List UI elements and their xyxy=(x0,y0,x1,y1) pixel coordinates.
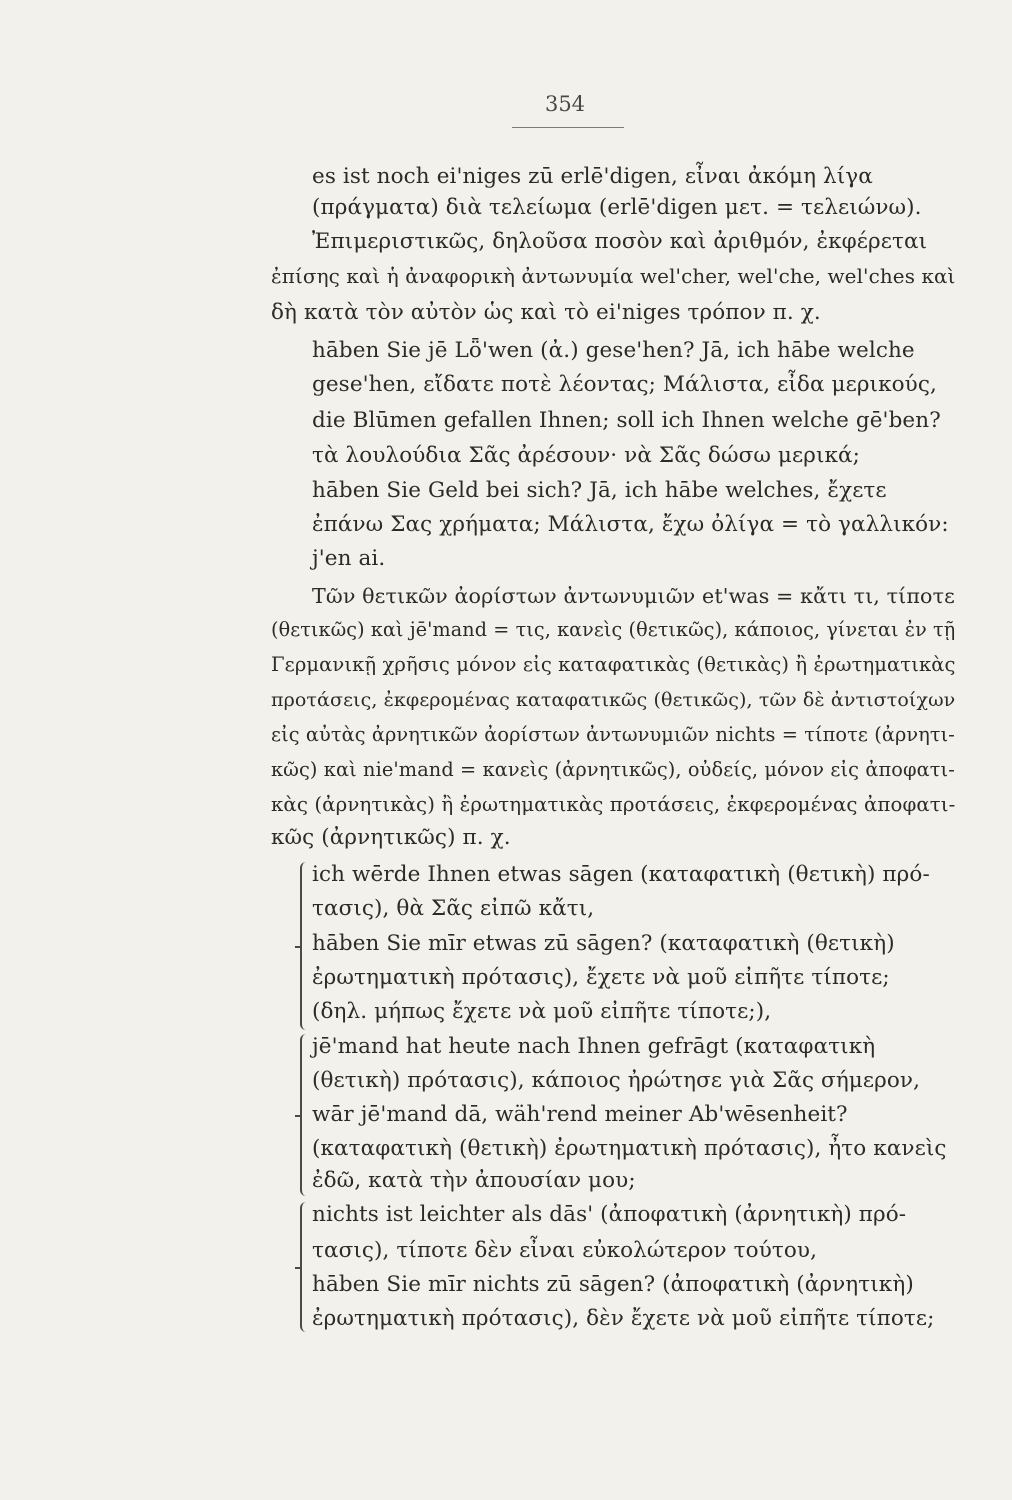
text-line: Ἐπιμεριστικῶς, δηλοῦσα ποσὸν καὶ ἀριθμόν, ἐκφέρεται xyxy=(312,229,928,254)
text-line: hāben Sie mīr nichts zū sāgen? (ἀποφατικὴ (ἀρνητικὴ) xyxy=(312,1272,914,1297)
text-line: nichts ist leichter als dās' (ἀποφατικὴ (ἀρνητικὴ) πρό- xyxy=(312,1202,907,1227)
page-number-rule xyxy=(512,127,624,128)
text-line: τασις), θὰ Σᾶς εἰπῶ κἄτι, xyxy=(312,896,595,921)
text-line: (θετικὴ) πρότασις), κάποιος ἠρώτησε γιὰ Σᾶς σήμερον, xyxy=(312,1068,921,1093)
text-line: κὰς (ἀρνητικὰς) ἢ ἐρωτηματικὰς προτάσεις, ἐκφερομένας ἀποφατι- xyxy=(271,793,956,816)
text-line: gese'hen, εἴδατε ποτὲ λέοντας; Μάλιστα, εἶδα μερικούς, xyxy=(312,372,937,397)
text-line: ἐπίσης καὶ ἡ ἀναφορικὴ ἀντωνυμία wel'cher, wel'che, wel'ches καὶ xyxy=(271,265,956,288)
example-group-brace xyxy=(300,862,308,1030)
text-line: κῶς) καὶ nie'mand = κανεὶς (ἀρνητικῶς), οὐδείς, μόνον εἰς ἀποφατι- xyxy=(271,758,955,781)
text-line: ἐπάνω Σας χρήματα; Μάλιστα, ἔχω ὀλίγα = τὸ γαλλικόν: xyxy=(312,512,949,537)
text-line: (δηλ. μήπως ἔχετε νὰ μοῦ εἰπῆτε τίποτε;), xyxy=(312,999,772,1024)
text-line: jē'mand hat heute nach Ihnen gefrāgt (καταφατικὴ xyxy=(312,1034,876,1059)
text-line: hāben Sie Geld bei sich? Jā, ich hābe welches, ἔχετε xyxy=(312,478,887,503)
text-line: Γερμανικῇ χρῆσις μόνον εἰς καταφατικὰς (θετικὰς) ἢ ἐρωτηματικὰς xyxy=(271,653,956,676)
text-line: κῶς (ἀρνητικῶς) π. χ. xyxy=(271,825,511,850)
text-line: (καταφατικὴ (θετικὴ) ἐρωτηματικὴ πρότασις), ἦτο κανεὶς xyxy=(312,1136,947,1161)
text-line: εἰς αὐτὰς ἀρνητικῶν ἀορίστων ἀντωνυμιῶν nichts = τίποτε (ἀρνητι- xyxy=(271,723,955,746)
page-number: 354 xyxy=(544,92,586,116)
text-line: ἐρωτηματικὴ πρότασις), δὲν ἔχετε νὰ μοῦ εἰπῆτε τίποτε; xyxy=(312,1306,935,1331)
text-line: j'en ai. xyxy=(312,546,386,571)
example-group-brace xyxy=(300,1202,308,1332)
text-line: hāben Sie mīr etwas zū sāgen? (καταφατικὴ (θετικὴ) xyxy=(312,931,895,956)
text-line: (πράγματα) διὰ τελείωμα (erlē'digen μετ. = τελειώνω). xyxy=(312,195,922,220)
text-line: die Blūmen gefallen Ihnen; soll ich Ihnen welche gē'ben? xyxy=(312,408,941,433)
text-line: hāben Sie jē Lȫ'wen (ἀ.) gese'hen? Jā, ich hābe welche xyxy=(312,338,915,363)
text-line: (θετικῶς) καὶ jē'mand = τις, κανεὶς (θετικῶς), κάποιος, γίνεται ἐν τῇ xyxy=(271,618,956,641)
example-group-brace xyxy=(300,1034,308,1196)
text-line: ἐρωτηματικὴ πρότασις), ἔχετε νὰ μοῦ εἰπῆτε τίποτε; xyxy=(312,965,890,990)
text-line: Τῶν θετικῶν ἀορίστων ἀντωνυμιῶν et'was = κἄτι τι, τίποτε xyxy=(312,584,955,608)
text-line: wār jē'mand dā, wäh'rend meiner Ab'wēsenheit? xyxy=(312,1102,848,1127)
text-line: δὴ κατὰ τὸν αὐτὸν ὡς καὶ τὸ ei'niges τρόπον π. χ. xyxy=(271,300,821,325)
text-line: τὰ λουλούδια Σᾶς ἀρέσουν· νὰ Σᾶς δώσω μερικά; xyxy=(312,443,860,468)
text-line: ich wērde Ihnen etwas sāgen (καταφατικὴ (θετικὴ) πρό- xyxy=(312,862,930,887)
text-line: προτάσεις, ἐκφερομένας καταφατικῶς (θετικῶς), τῶν δὲ ἀντιστοίχων xyxy=(271,689,956,711)
text-line: es ist noch ei'niges zū erlē'digen, εἶναι ἀκόμη λίγα xyxy=(312,164,873,189)
text-line: ἐδῶ, κατὰ τὴν ἀπουσίαν μου; xyxy=(312,1168,636,1193)
text-line: τασις), τίποτε δὲν εἶναι εὐκολώτερον τούτου, xyxy=(312,1238,818,1263)
